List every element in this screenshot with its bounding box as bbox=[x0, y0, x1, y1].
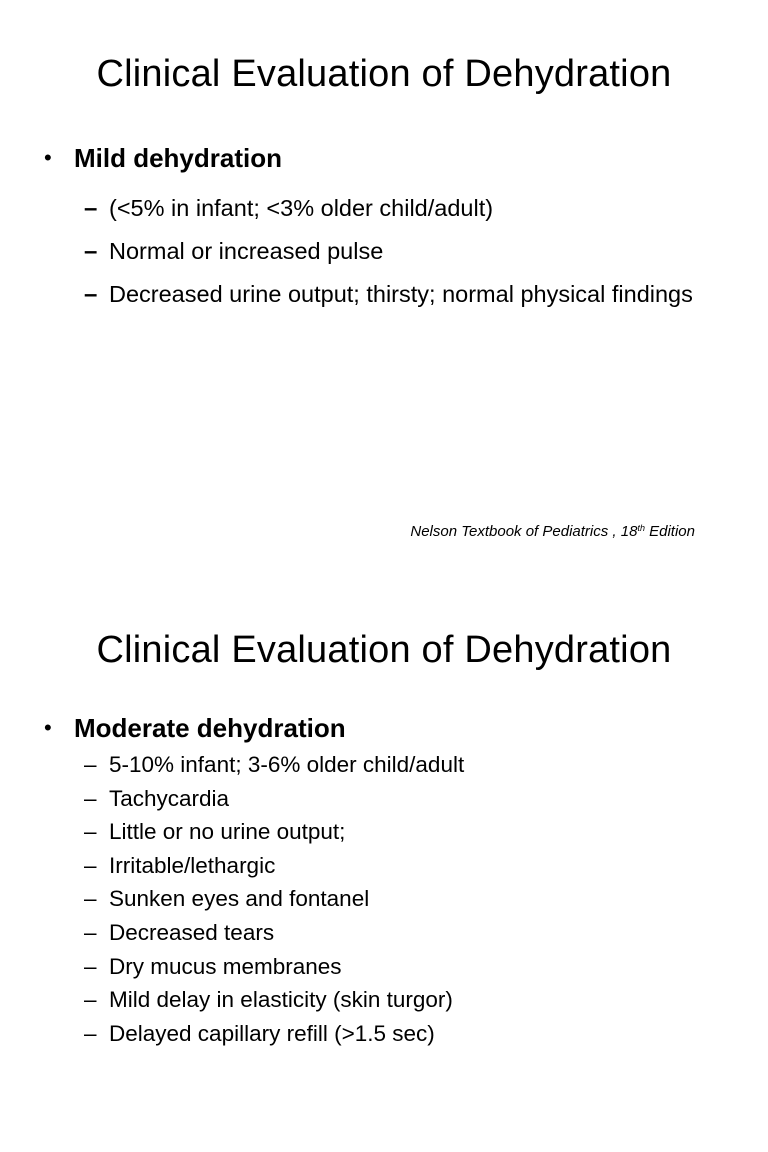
slide-moderate-dehydration bbox=[0, 576, 768, 1152]
list-item bbox=[84, 815, 704, 849]
list-item bbox=[84, 748, 704, 782]
dash-icon: – bbox=[84, 238, 98, 265]
slide-title: Clinical Evaluation of Dehydration bbox=[96, 53, 672, 95]
dash-icon: – bbox=[84, 785, 97, 811]
dash-icon: – bbox=[84, 953, 97, 979]
dash-icon: – bbox=[84, 281, 98, 308]
list-item-text: Tachycardia bbox=[109, 785, 230, 811]
list-item-text: Delayed capillary refill (>1.5 sec) bbox=[109, 1020, 435, 1046]
list-item-text: Mild delay in elasticity (skin turgor) bbox=[109, 987, 453, 1013]
list-item bbox=[84, 849, 704, 883]
bullet-icon: • bbox=[44, 715, 52, 740]
slide-title: Clinical Evaluation of Dehydration bbox=[96, 629, 672, 671]
list-item bbox=[84, 277, 704, 312]
list-item bbox=[84, 191, 704, 226]
dash-icon: – bbox=[84, 752, 97, 777]
citation-text: Nelson Textbook of Pediatrics , 18 bbox=[410, 523, 638, 540]
list-item-text: Decreased tears bbox=[109, 919, 275, 945]
dash-icon: – bbox=[84, 852, 97, 878]
bullet-moderate-dehydration bbox=[44, 714, 346, 743]
list-item bbox=[84, 916, 704, 950]
list-item bbox=[84, 234, 704, 269]
list-item-text: 5-10% infant; 3-6% older child/adult bbox=[109, 752, 465, 777]
dash-icon: – bbox=[84, 886, 97, 912]
bullet-heading: Mild dehydration bbox=[74, 143, 282, 173]
bullet-heading: Moderate dehydration bbox=[74, 713, 346, 743]
list-item-text: Sunken eyes and fontanel bbox=[109, 886, 370, 912]
list-item-text: Normal or increased pulse bbox=[109, 238, 384, 264]
sub-bullet-list bbox=[84, 748, 704, 1050]
sub-bullet-list bbox=[84, 191, 704, 320]
list-item-text: Irritable/lethargic bbox=[109, 852, 276, 878]
list-item-text: Little or no urine output; bbox=[109, 819, 346, 845]
citation-suffix: Edition bbox=[644, 523, 695, 540]
list-item bbox=[84, 983, 704, 1017]
list-item bbox=[84, 782, 704, 816]
list-item-text: Decreased urine output; thirsty; normal physical findings bbox=[109, 281, 693, 307]
dash-icon: – bbox=[84, 819, 97, 845]
dash-icon: – bbox=[84, 1020, 97, 1046]
list-item bbox=[84, 1017, 704, 1051]
dash-icon: – bbox=[84, 987, 97, 1013]
citation bbox=[410, 523, 695, 540]
citation-superscript: th bbox=[637, 523, 645, 533]
dash-icon: – bbox=[84, 195, 98, 222]
list-item bbox=[84, 950, 704, 984]
list-item-text: Dry mucus membranes bbox=[109, 953, 342, 979]
list-item bbox=[84, 882, 704, 916]
bullet-icon: • bbox=[44, 145, 52, 170]
dash-icon: – bbox=[84, 919, 97, 945]
bullet-mild-dehydration bbox=[44, 144, 282, 173]
list-item-text: (<5% in infant; <3% older child/adult) bbox=[109, 195, 494, 221]
